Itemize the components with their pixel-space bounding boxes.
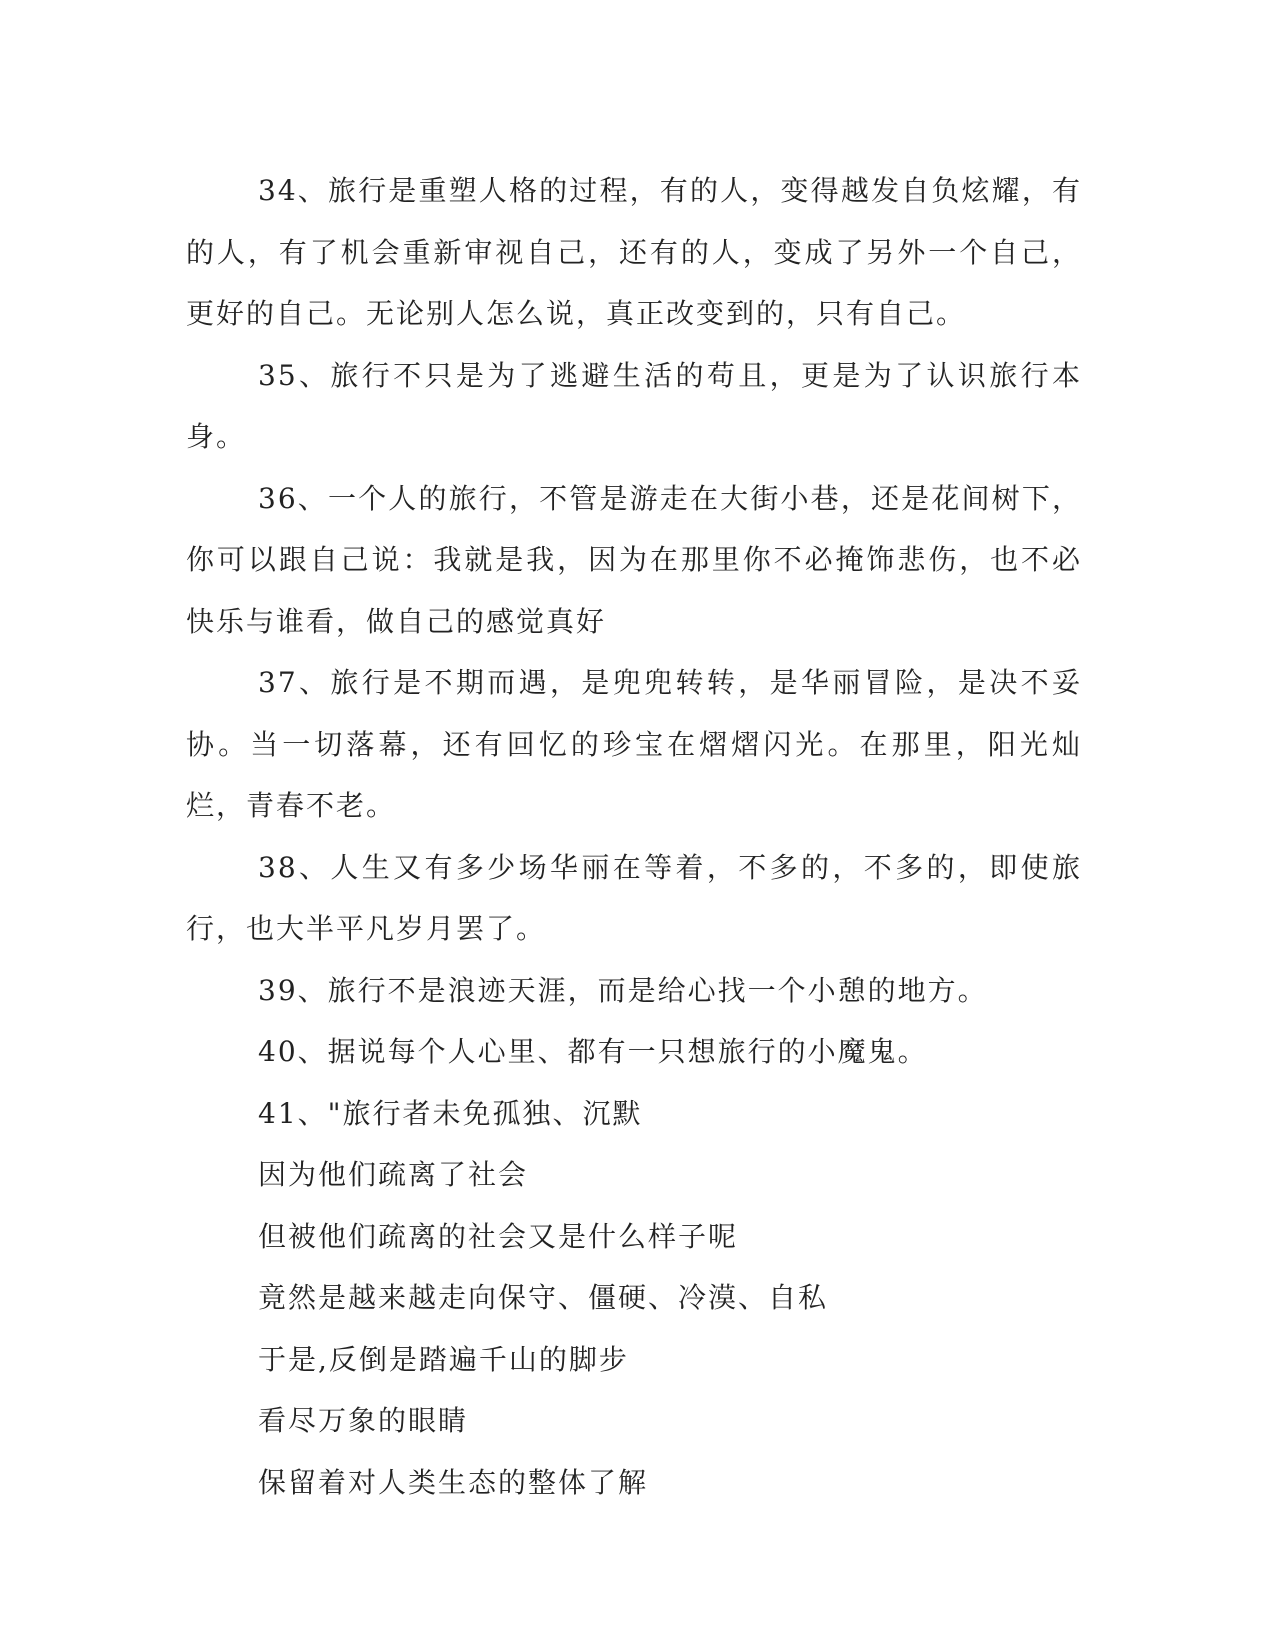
paragraph-38: 38、人生又有多少场华丽在等着，不多的，不多的，即使旅行，也大半平凡岁月罢了。 bbox=[186, 850, 1082, 945]
poem-line: 因为他们疏离了社会 bbox=[258, 1158, 529, 1191]
paragraph-36: 36、一个人的旅行，不管是游走在大街小巷，还是花间树下，你可以跟自己说：我就是我，因为在那里你不必掩饰悲伤，也不必快乐与谁看，做自己的感觉真好 bbox=[186, 481, 1082, 638]
poem-line: 但被他们疏离的社会又是什么样子呢 bbox=[258, 1219, 739, 1253]
poem-first-line: 41、"旅行者未免孤独、沉默 bbox=[258, 1096, 643, 1130]
poem-line: 保留着对人类生态的整体了解 bbox=[258, 1465, 649, 1499]
paragraph-39: 39、旅行不是浪迹天涯，而是给心找一个小憩的地方。 bbox=[258, 973, 988, 1007]
paragraph-40: 40、据说每个人心里、都有一只想旅行的小魔鬼。 bbox=[258, 1035, 928, 1068]
paragraph-35: 35、旅行不只是为了逃避生活的苟且，更是为了认识旅行本身。 bbox=[186, 358, 1082, 453]
poem-line: 看尽万象的眼睛 bbox=[258, 1404, 469, 1437]
paragraph-34: 34、旅行是重塑人格的过程，有的人，变得越发自负炫耀，有的人，有了机会重新审视自己，还有的人，变成了另外一个自己，更好的自己。无论别人怎么说，真正改变到的，只有自己。 bbox=[186, 174, 1082, 330]
paragraph-37: 37、旅行是不期而遇，是兜兜转转，是华丽冒险，是决不妥协。当一切落幕，还有回忆的珍宝在熠熠闪光。在那里，阳光灿烂，青春不老。 bbox=[186, 666, 1082, 822]
document-page bbox=[186, 160, 1082, 1513]
poem-line: 竟然是越来越走向保守、僵硬、冷漠、自私 bbox=[258, 1281, 829, 1314]
poem-line: 于是,反倒是踏遍千山的脚步 bbox=[258, 1342, 629, 1376]
